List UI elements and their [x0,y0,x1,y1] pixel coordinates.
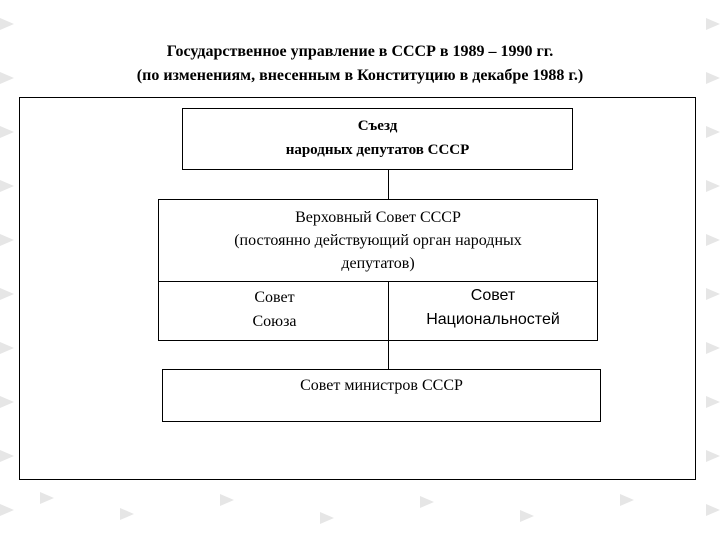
connector-congress-supreme [388,170,389,200]
union-council-label-line2: Союза [252,313,297,330]
supreme-soviet-box [158,199,598,341]
diagram-title: Государственное управление в СССР в 1989 – 1990 гг. [166,43,554,60]
diagram-subtitle: (по изменениям, внесенным в Конституцию в декабре 1988 г.) [136,67,584,84]
supreme-soviet-label-line1: Верховный Совет СССР [295,209,461,226]
nationalities-council-label-line2: Национальностей [426,311,560,328]
nationalities-council-cell [389,284,597,340]
connector-supreme-ministers [388,340,389,370]
congress-box [182,108,573,170]
congress-label-line2: народных депутатов СССР [285,142,470,158]
nationalities-council-label-line1: Совет [470,287,516,304]
supreme-soviet-divider-horizontal [159,281,597,282]
supreme-soviet-label-line3: депутатов) [341,255,415,272]
union-council-label-line1: Совет [254,289,295,306]
congress-label-line1: Съезд [357,118,398,134]
council-of-ministers-label: Совет министров СССР [300,377,463,394]
supreme-soviet-label-line2: (постоянно действующий орган народных [234,232,522,249]
council-of-ministers-box [162,369,601,422]
union-council-cell [159,284,388,340]
